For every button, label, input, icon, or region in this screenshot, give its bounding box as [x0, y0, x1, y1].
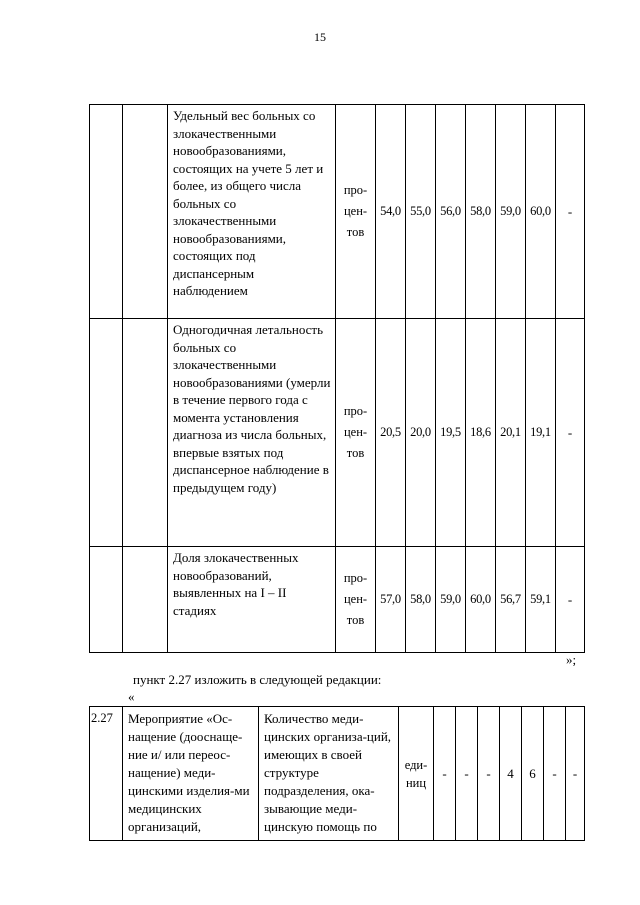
event-value: - [456, 707, 478, 841]
event-value: 6 [522, 707, 544, 841]
event-value: - [478, 707, 500, 841]
event-name: Мероприятие «Ос-нащение (дооснаще-ние и/ или переос-нащение) меди-цинскими изделия-ми медицинских организаций, [123, 707, 259, 841]
event-number: 2.27 [90, 707, 123, 841]
value-cell: 18,6 [466, 319, 496, 547]
value-cell: 20,5 [376, 319, 406, 547]
value-cell: 56,0 [436, 105, 466, 319]
value-cell: 59,0 [496, 105, 526, 319]
indicator-name: Удельный вес больных со злокачественными новообразованиями, состоящих на учете 5 лет и более, из общего числа больных со злокачественными новообразованиями, состоящих под диспансерным наблюдением [168, 105, 336, 319]
value-cell: 56,7 [496, 547, 526, 653]
page-number: 15 [314, 30, 326, 44]
value-cell: 60,0 [466, 547, 496, 653]
indicator-row [90, 105, 585, 319]
closing-quote: »; [566, 652, 577, 667]
value-cell: 55,0 [406, 105, 436, 319]
value-cell: 58,0 [466, 105, 496, 319]
event-value: - [434, 707, 456, 841]
value-cell: 59,1 [526, 547, 556, 653]
empty-cell [90, 105, 123, 319]
value-cell: 57,0 [376, 547, 406, 653]
empty-cell [123, 319, 168, 547]
value-cell: 20,0 [406, 319, 436, 547]
amendment-text: пункт 2.27 изложить в следующей редакции: [133, 672, 382, 687]
indicator-name: Доля злокачественных новообразований, выявленных на I – II стадиях [168, 547, 336, 653]
empty-cell [90, 319, 123, 547]
event-value: 4 [500, 707, 522, 841]
unit-cell: про-цен-тов [336, 105, 376, 319]
opening-quote: « [128, 689, 135, 704]
empty-cell [123, 105, 168, 319]
event-value: - [566, 707, 585, 841]
indicator-row [90, 319, 585, 547]
unit-cell: про-цен-тов [336, 319, 376, 547]
value-cell: 20,1 [496, 319, 526, 547]
value-cell: 58,0 [406, 547, 436, 653]
last-value-cell: - [556, 547, 585, 653]
event-table [89, 706, 585, 841]
event-unit: еди-ниц [399, 707, 434, 841]
empty-cell [90, 547, 123, 653]
last-value-cell: - [556, 105, 585, 319]
value-cell: 59,0 [436, 547, 466, 653]
event-row [90, 707, 585, 841]
indicator-name: Одногодичная летальность больных со злокачественными новообразованиями (умерли в течение первого года с момента установления диагноза из числа больных, впервые взятых под диспансерное наблюдение в предыдущем году) [168, 319, 336, 547]
event-value: - [544, 707, 566, 841]
event-indicator: Количество меди-цинских организа-ций, имеющих в своей структуре подразделения, ока-зывающие меди-цинскую помощь по [259, 707, 399, 841]
unit-cell: про-цен-тов [336, 547, 376, 653]
indicator-row [90, 547, 585, 653]
last-value-cell: - [556, 319, 585, 547]
empty-cell [123, 547, 168, 653]
indicators-table [89, 104, 585, 653]
value-cell: 60,0 [526, 105, 556, 319]
value-cell: 54,0 [376, 105, 406, 319]
value-cell: 19,5 [436, 319, 466, 547]
value-cell: 19,1 [526, 319, 556, 547]
